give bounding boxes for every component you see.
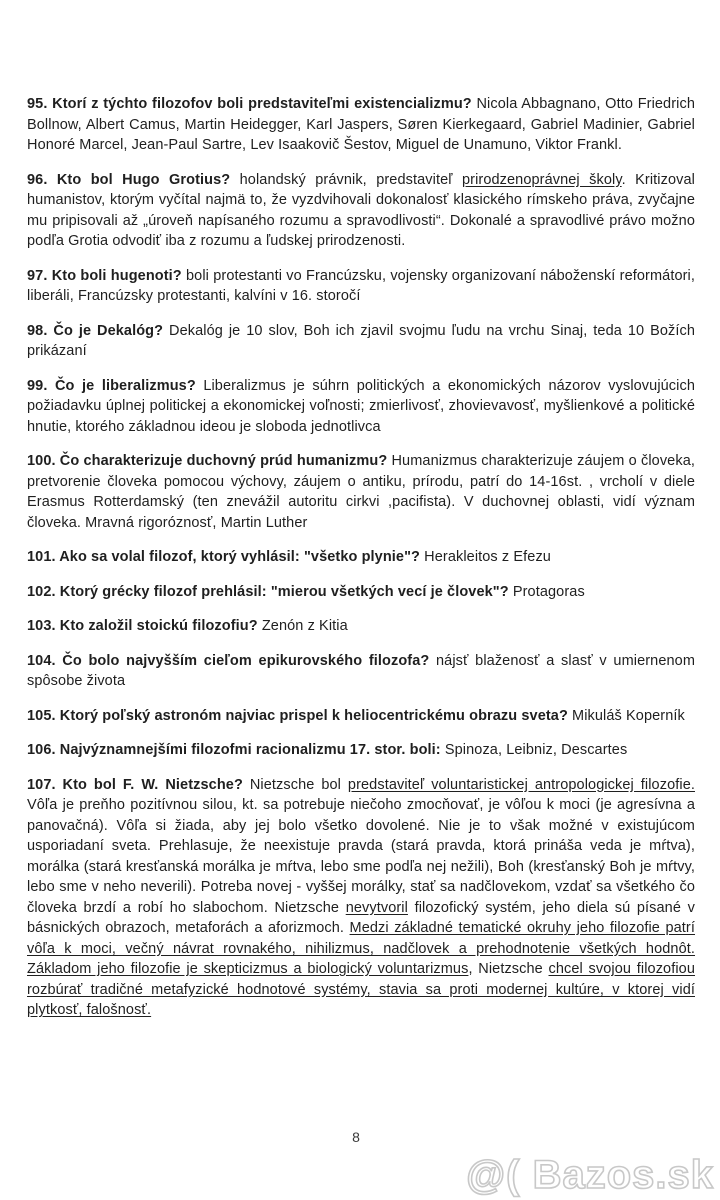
paragraph-101: [27, 547, 695, 568]
answer-text: Nicola Abbagnano, Otto Friedrich Bollnow, Albert Camus, Martin Heidegger, Karl Jaspers, Søren Kierkegaard, Gabriel Madinier, Gabriel Honoré Marcel, Jean-Paul Sartre, Lev Isaakovič Šestov, Miguel de Unamuno, Viktor Frankl.: [27, 96, 695, 153]
underlined-answer-text: nevytvoril: [345, 899, 408, 916]
answer-text: Herakleitos z Efezu: [424, 549, 551, 565]
paragraph-106: [27, 740, 695, 761]
question-text: 95. Ktorí z týchto filozofov boli predstaviteľmi existencializmu?: [27, 96, 477, 112]
question-text: 98. Čo je Dekalóg?: [27, 322, 170, 339]
paragraph-102: [27, 582, 695, 603]
answer-text: Zenón z Kitia: [261, 618, 348, 634]
document-body: [27, 94, 695, 1035]
underlined-answer-text: Medzi základné tematické okruhy jeho filozofie patrí vôľa k moci, večný návrat rovnakého, nihilizmus, nadčlovek a prehodnotenie všetkých hodnôt. Základom jeho filozofie je skepticizmus a biologický voluntarizmus: [27, 920, 695, 977]
paragraph-107: [27, 775, 695, 1021]
answer-text: . Kritizoval humanistov, ktorým vyčítal najmä to, že vyzdvihovali dokonalosť klasického rímskeho práva, zvyčajne mu pripisovali až „úroveň napísaného rozumu a spravodlivosti“. Dokonalé a spravodlivé právo možno podľa Grotia odvodiť iba z rozumu a ľudskej prirodzenosti.: [27, 171, 695, 249]
bazos-watermark: @( Bazos.sk: [466, 1153, 714, 1197]
answer-text: nájsť blaženosť a slasť v umiernenom spôsobe života: [27, 652, 695, 689]
question-text: 100. Čo charakterizuje duchovný prúd humanizmu?: [27, 453, 392, 469]
paragraph-100: [27, 451, 695, 533]
paragraph-98: [27, 321, 695, 362]
answer-text: Protagoras: [512, 583, 585, 600]
underlined-answer-text: chcel svojou filozofiou rozbúrať tradičné metafyzické hodnotové systémy, stavia sa proti modernej kultúre, v ktorej vidí plytkosť, falošnosť.: [27, 961, 695, 1018]
paragraph-97: [27, 266, 695, 307]
answer-text: holandský právnik, predstaviteľ: [239, 171, 462, 188]
question-text: 97. Kto boli hugenoti?: [27, 267, 187, 284]
answer-text: boli protestanti vo Francúzsku, vojensky organizovaní náboženskí reformátori, liberáli, Francúzsky protestanti, kalvíni v 16. storočí: [27, 267, 695, 304]
answer-text: Nietzsche bol: [249, 776, 348, 793]
question-text: 105. Ktorý poľský astronóm najviac prispel k heliocentrickému obrazu sveta?: [27, 707, 573, 724]
answer-text: Liberalizmus je súhrn politických a ekonomických názorov vyslovujúcich požiadavku úplnej politickej a ekonomickej voľnosti; zmierlivosť, zhovievavosť, myšlienkové a politické hnutie, ktorého základnou ideou je sloboda jednotlivca: [27, 377, 695, 435]
answer-text: Spinoza, Leibniz, Descartes: [444, 742, 628, 758]
answer-text: , Nietzsche: [468, 961, 549, 977]
paragraph-104: [27, 651, 695, 692]
paragraph-99: [27, 376, 695, 438]
answer-text: filozofický systém, jeho diela sú písané v básnických obrazoch, metaforách a aforizmoch.: [27, 899, 696, 936]
question-text: 99. Čo je liberalizmus?: [27, 377, 204, 394]
question-text: 103. Kto založil stoickú filozofiu?: [27, 618, 262, 634]
question-text: 102. Ktorý grécky filozof prehlásil: "mierou všetkých vecí je človek"?: [27, 583, 513, 600]
question-text: 107. Kto bol F. W. Nietzsche?: [27, 776, 250, 793]
page-number: 8: [352, 1129, 360, 1145]
answer-text: Vôľa je preňho pozitívnou silou, kt. sa potrebuje niečoho zmocňovať, je vôľou k moci (je agresívna a panovačná). Vôľa si žiada, aby jej bolo všetko dovolené. Nie je to však možné v existujúcom usporiadaní sveta. Prehlasuje, že neexistuje pravda (stará pravda, ktorá prináša veda je mŕtva), morálka (stará kresťanská morálka je mŕtva, lebo sme podľa nej nežili), Boh (kresťanský Boh je mŕtvy, lebo sme v neho neverili). Potreba novej - vyššej morálky, stať sa nadčlovekom, vzdať sa všetkého čo človeka brzdí a robí ho slabochom. Nietzsche: [27, 797, 695, 916]
paragraph-95: [27, 94, 695, 156]
answer-text: Mikuláš Koperník: [572, 707, 685, 724]
question-text: 101. Ako sa volal filozof, ktorý vyhlásil: "všetko plynie"?: [27, 549, 425, 565]
underlined-answer-text: predstaviteľ voluntaristickej antropologickej filozofie.: [347, 776, 695, 793]
question-text: 96. Kto bol Hugo Grotius?: [27, 171, 240, 188]
underlined-answer-text: prirodzenoprávnej školy: [461, 171, 622, 188]
question-text: 104. Čo bolo najvyšším cieľom epikurovského filozofa?: [27, 652, 436, 669]
answer-text: Dekalóg je 10 slov, Boh ich zjavil svojmu ľudu na vrchu Sinaj, teda 10 Božích prikázaní: [27, 322, 695, 359]
answer-text: Humanizmus charakterizuje záujem o človeka, pretvorenie človeka pomocou výchovy, záujem o antiku, prírodu, patrí do 14-16st. , vrcholí v diele Erasmus Rotterdamský (ten znevážil autoritu cirkvi ,pacifista). V duchovnej oblasti, vidí význam človeka. Mravná rigoróznosť, Martin Luther: [27, 453, 695, 531]
question-text: 106. Najvýznamnejšími filozofmi racionalizmu 17. stor. boli:: [27, 742, 445, 758]
paragraph-105: [27, 706, 695, 727]
paragraph-103: [27, 616, 695, 637]
paragraph-96: [27, 170, 695, 252]
